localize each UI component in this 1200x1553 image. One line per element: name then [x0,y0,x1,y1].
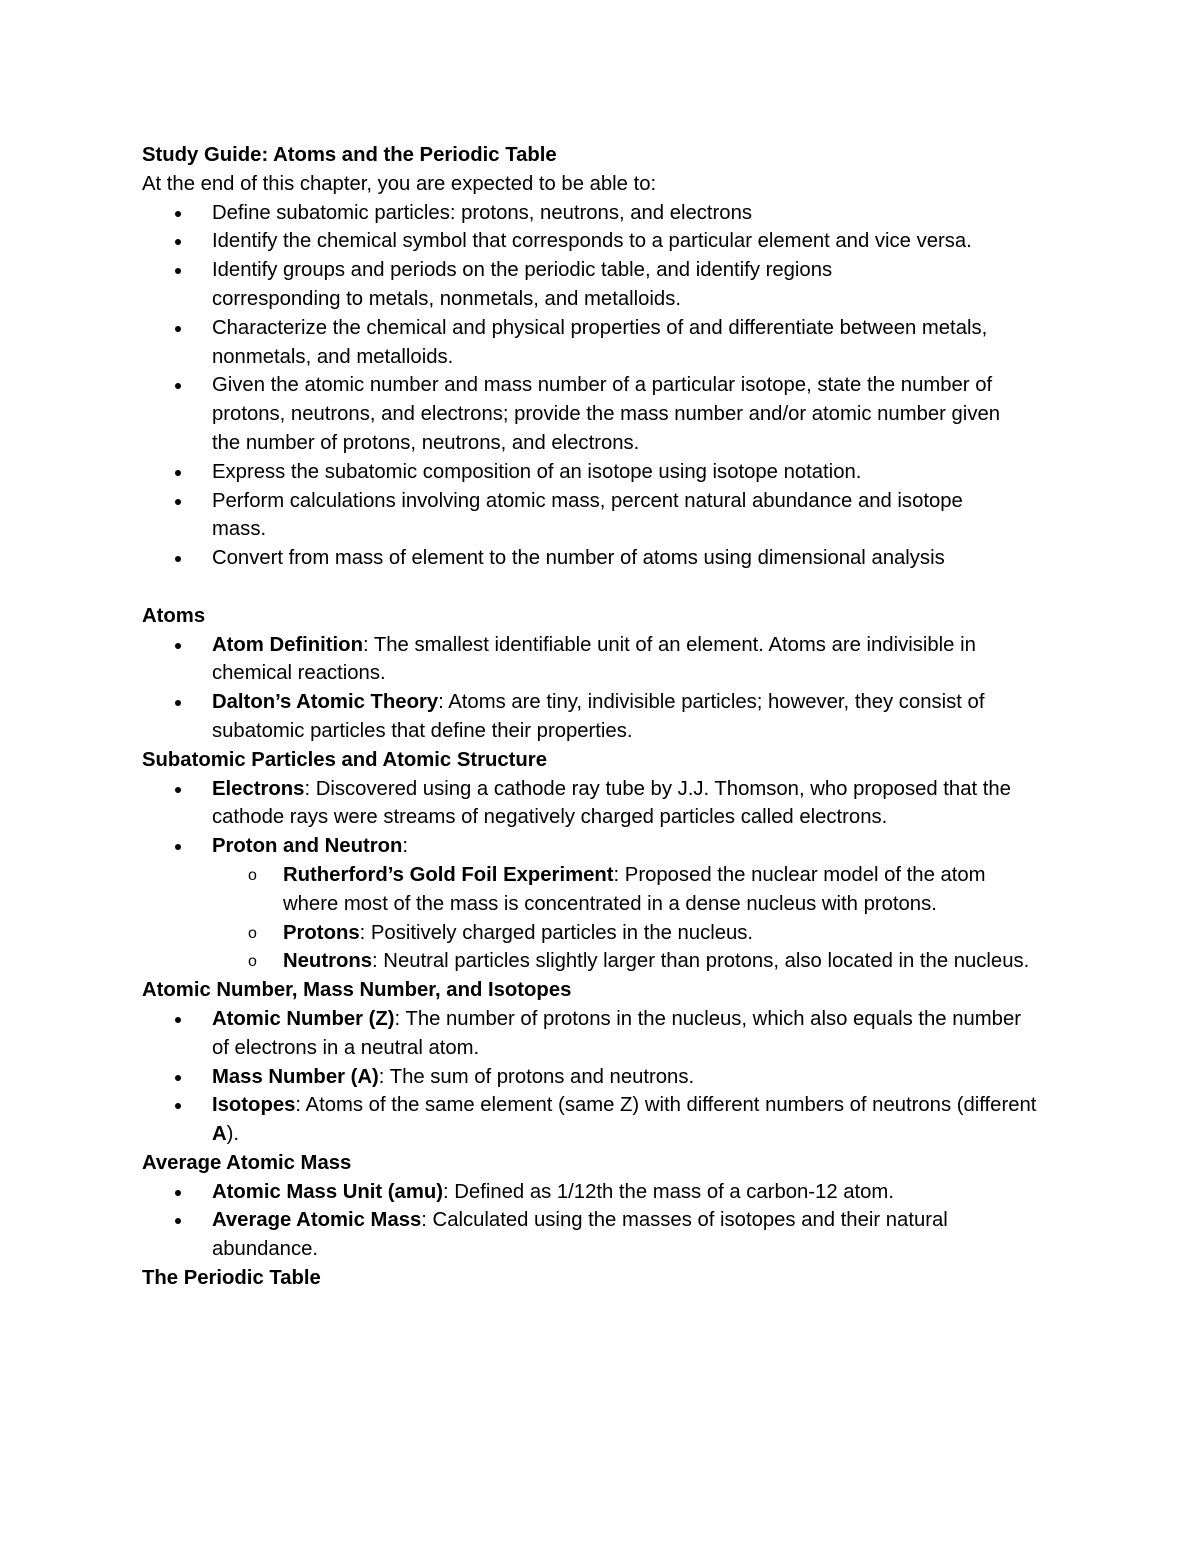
spacer [142,573,1072,602]
list-item [142,775,1057,833]
list-item [142,832,1072,976]
objectives-list [142,199,1072,573]
term: Average Atomic Mass [212,1209,422,1232]
term: Atomic Number (Z) [212,1007,395,1030]
objective-text: Perform calculations involving atomic mass, percent natural abundance and isotope mass. [212,489,963,541]
definition: : Proposed the nuclear model of the atom where most of the mass is concentrated in a dense nucleus with protons. [283,863,986,915]
term: Atomic Mass Unit (amu) [212,1180,444,1203]
list-item [142,1005,1037,1063]
section-heading-atoms: Atoms [142,604,206,627]
section-heading-periodic-table: The Periodic Table [142,1267,321,1290]
term: Electrons [212,777,305,800]
list-item [142,1063,1072,1092]
definition: : The sum of protons and neutrons. [378,1065,695,1088]
definition: : Defined as 1/12th the mass of a carbon-12 atom. [443,1180,894,1203]
definition: : [402,835,409,858]
definition: : Discovered using a cathode ray tube by J.J. Thomson, who proposed that the cathode rays were streams of negatively charged particles called electrons. [212,777,1011,829]
study-guide-page [142,141,1072,1293]
term: Dalton’s Atomic Theory [212,691,439,714]
term: Neutrons [283,950,373,973]
list-item [142,458,1072,487]
list-item [212,947,1043,976]
objective-text: Identify the chemical symbol that corresponds to a particular element and vice versa. [212,230,972,253]
section-heading-subatomic: Subatomic Particles and Atomic Structure [142,748,547,771]
objective-text: Characterize the chemical and physical properties of and differentiate between metals, nonmetals, and metalloids. [212,316,988,368]
list-item [142,487,992,545]
list-item [142,371,1022,457]
proton-neutron-sublist [142,861,1072,976]
atoms-list [142,631,1072,746]
section-heading-average-mass: Average Atomic Mass [142,1151,352,1174]
definition: : Atoms are tiny, indivisible particles; however, they consist of subatomic particles that define their properties. [212,691,985,742]
definition: : Neutral particles slightly larger than protons, also located in the nucleus. [372,950,1030,973]
list-item [142,688,1057,746]
list-item [212,861,1003,919]
definition: : The number of protons in the nucleus, which also equals the number of electrons in a neutral atom. [212,1007,1021,1059]
term: Isotopes [212,1094,296,1117]
objective-text: Express the subatomic composition of an isotope using isotope notation. [212,460,862,483]
list-item [142,1091,1057,1149]
list-item [142,256,912,314]
term: Protons [283,921,360,944]
term: Atom Definition [212,633,363,656]
objective-text: Given the atomic number and mass number of a particular isotope, state the number of protons, neutrons, and electrons; provide the mass number and/or atomic number given the number of protons, neutrons, and electrons. [212,374,1001,454]
definition: : Atoms of the same element (same Z) with different numbers of neutrons (different [295,1094,1037,1117]
list-item [212,919,1072,948]
isotopes-list [142,1005,1072,1149]
list-item [142,227,1007,256]
list-item [142,544,1072,573]
objective-text: Identify groups and periods on the periodic table, and identify regions corresponding to metals, nonmetals, and metalloids. [212,259,833,310]
definition: : Positively charged particles in the nucleus. [359,921,754,944]
subatomic-list [142,775,1072,977]
term: A [212,1123,227,1146]
average-mass-list [142,1178,1072,1264]
list-item [142,1206,1042,1264]
list-item [142,1178,1072,1207]
list-item [142,199,1072,228]
list-item [142,314,1017,372]
list-item [142,631,1057,689]
term: Proton and Neutron [212,835,403,858]
definition: : Calculated using the masses of isotopes and their natural abundance. [212,1209,948,1261]
section-heading-isotopes: Atomic Number, Mass Number, and Isotopes [142,979,572,1002]
definition: : The smallest identifiable unit of an element. Atoms are indivisible in chemical reactions. [212,633,976,685]
term: Mass Number (A) [212,1065,379,1088]
objective-text: Convert from mass of element to the number of atoms using dimensional analysis [212,547,945,570]
intro-text: At the end of this chapter, you are expected to be able to: [142,172,657,195]
document-title: Study Guide: Atoms and the Periodic Table [142,144,557,166]
objective-text: Define subatomic particles: protons, neutrons, and electrons [212,201,752,224]
definition: ). [226,1123,240,1146]
term: Rutherford’s Gold Foil Experiment [283,863,614,886]
